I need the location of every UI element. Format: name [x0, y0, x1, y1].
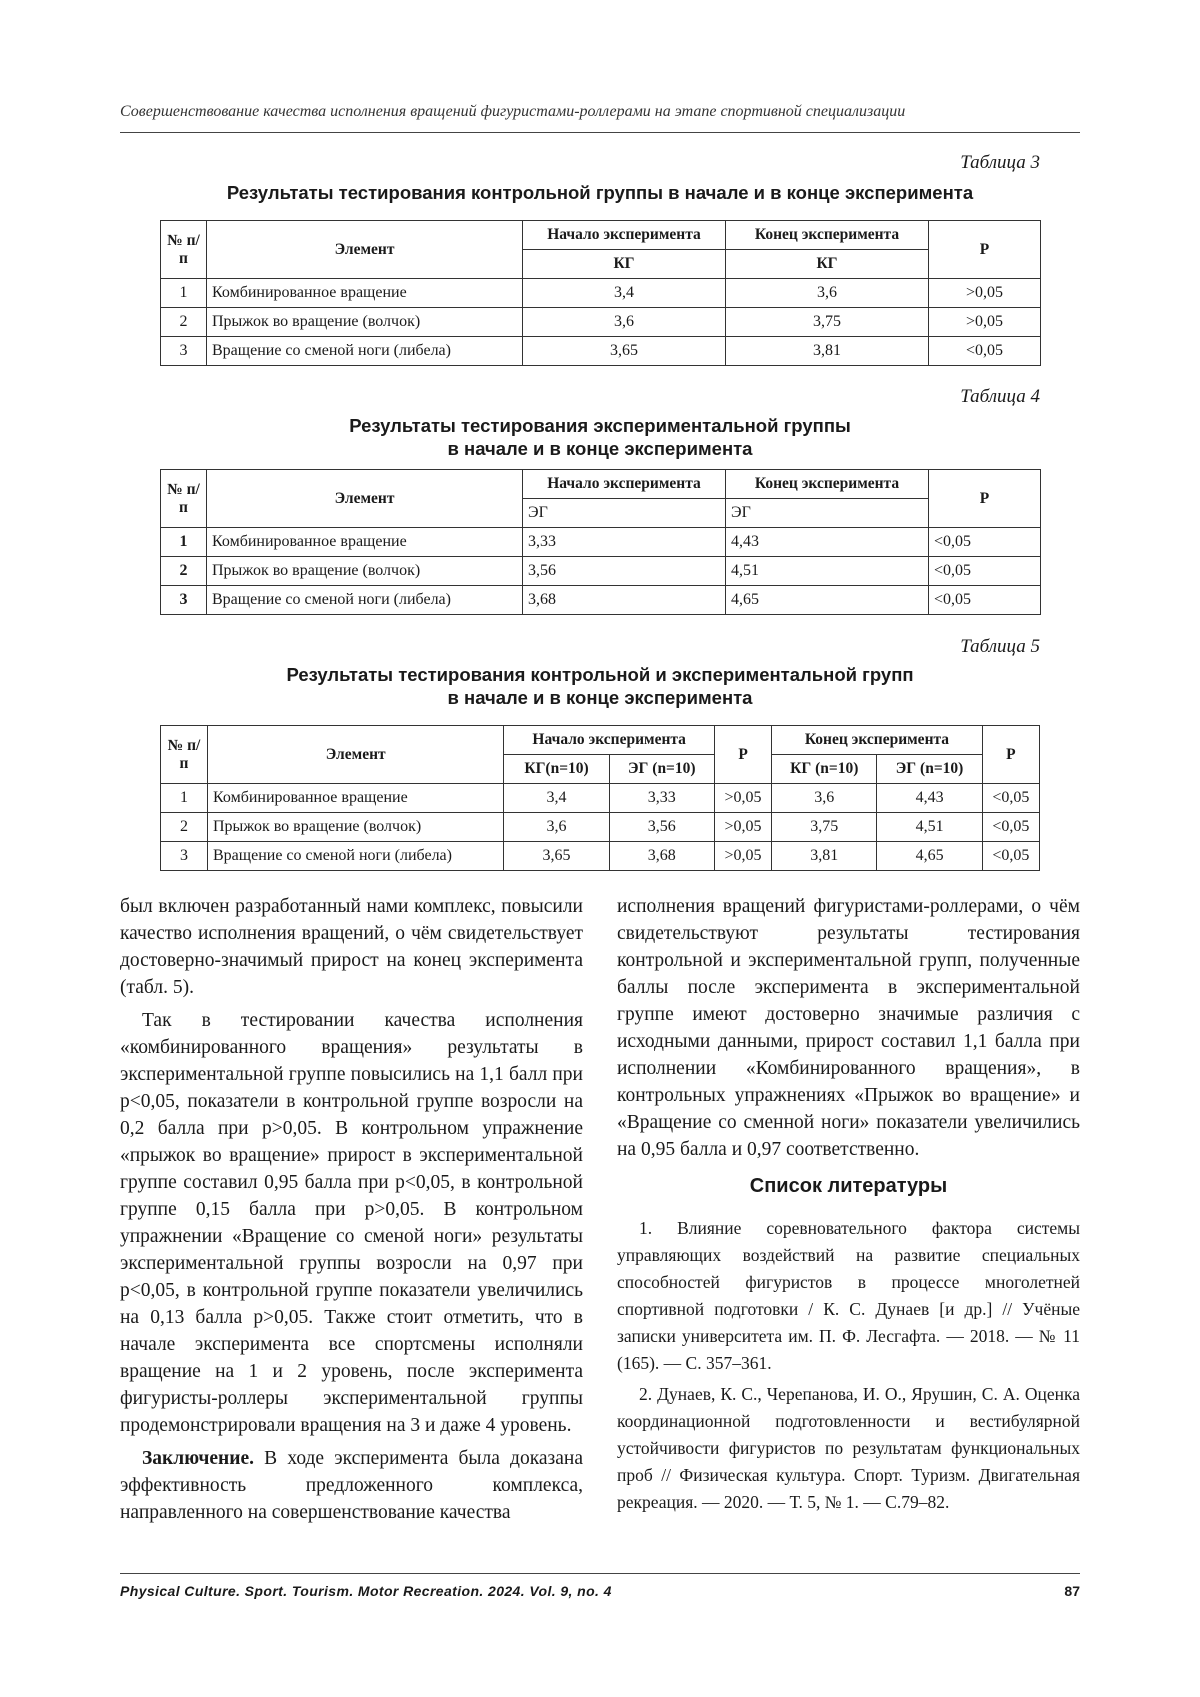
table-row — [161, 337, 1041, 366]
row-num: 2 — [161, 557, 207, 586]
right-column — [617, 893, 1080, 1520]
table4-header-num: № п/п — [161, 470, 207, 528]
table5-title-line2: в начале и в конце эксперимента — [447, 687, 753, 708]
running-head: Совершенствование качества исполнения вращений фигуристами-роллерами на этапе спортивной специализации — [120, 103, 906, 120]
row-eg2: 4,43 — [877, 784, 982, 813]
table-row — [161, 279, 1041, 308]
reference-item: 1. Влияние соревновательного фактора системы управляющих воздействий на развитие специальных способностей фигуристов в процессе многолетней спортивной подготовки / К. С. Дунаев [и др.] // Учёные записки университета им. П. Ф. Лесгафта. — 2018. — № 11 (165). — С. 357–361. — [617, 1218, 1080, 1373]
table-row — [161, 557, 1041, 586]
row-start: 3,56 — [523, 557, 726, 586]
row-num: 1 — [161, 784, 208, 813]
table-row — [161, 842, 1040, 871]
row-p: <0,05 — [929, 557, 1041, 586]
table3-header-start-sub: КГ — [523, 250, 726, 279]
row-element: Вращение со сменой ноги (либела) — [207, 337, 523, 366]
table5-header-num: № п/п — [161, 726, 208, 784]
conclusion-lead: Заключение. — [142, 1448, 255, 1469]
table4-caption: Таблица 4 — [960, 386, 1040, 407]
row-num: 1 — [161, 279, 207, 308]
row-p2: <0,05 — [982, 813, 1039, 842]
table-row — [161, 784, 1040, 813]
row-eg2: 4,65 — [877, 842, 982, 871]
row-end: 3,75 — [726, 308, 929, 337]
table3-header-end-sub: КГ — [726, 250, 929, 279]
row-p1: >0,05 — [714, 813, 771, 842]
table5 — [160, 725, 1040, 871]
table4-title-line1: Результаты тестирования экспериментальной группы — [349, 415, 851, 436]
row-start: 3,6 — [523, 308, 726, 337]
table5-caption: Таблица 5 — [960, 636, 1040, 657]
row-end: 3,81 — [726, 337, 929, 366]
row-kg2: 3,75 — [772, 813, 877, 842]
table-row — [161, 813, 1040, 842]
row-end: 4,51 — [726, 557, 929, 586]
table3 — [160, 220, 1041, 366]
table5-header-kg1: КГ(n=10) — [504, 755, 609, 784]
table4-title-line2: в начале и в конце эксперимента — [447, 438, 753, 459]
table-row — [161, 528, 1041, 557]
table4-header-start-sub: ЭГ — [523, 499, 726, 528]
table-row — [161, 586, 1041, 615]
table5-header-kg2: КГ (n=10) — [772, 755, 877, 784]
table3-caption: Таблица 3 — [960, 152, 1040, 173]
row-p: <0,05 — [929, 586, 1041, 615]
row-start: 3,33 — [523, 528, 726, 557]
row-kg1: 3,6 — [504, 813, 609, 842]
row-element: Прыжок во вращение (волчок) — [207, 308, 523, 337]
left-column — [120, 893, 583, 1532]
bibliography-title: Список литературы — [749, 1175, 948, 1197]
row-num: 2 — [161, 813, 208, 842]
table-row — [161, 308, 1041, 337]
row-element: Комбинированное вращение — [208, 784, 504, 813]
reference-item: 2. Дунаев, К. С., Черепанова, И. О., Ярушин, С. А. Оценка координационной подготовленности и вестибулярной устойчивости фигуристов по результатам функциональных проб // Физическая культура. Спорт. Туризм. Двигательная рекреация. — 2020. — Т. 5, № 1. — С.79–82. — [617, 1384, 1080, 1512]
row-start: 3,4 — [523, 279, 726, 308]
row-num: 3 — [161, 337, 207, 366]
table3-title: Результаты тестирования контрольной группы в начале и в конце эксперимента — [226, 182, 974, 203]
page-number: 87 — [1064, 1583, 1080, 1599]
row-p: >0,05 — [929, 308, 1041, 337]
table5-header-p2: P — [982, 726, 1039, 784]
row-p2: <0,05 — [982, 784, 1039, 813]
row-p: <0,05 — [929, 528, 1041, 557]
row-p: >0,05 — [929, 279, 1041, 308]
table5-header-end: Конец эксперимента — [772, 726, 983, 755]
table4-header-end-sub: ЭГ — [726, 499, 929, 528]
table4-header-p: P — [929, 470, 1041, 528]
table5-header-p1: P — [714, 726, 771, 784]
table5-header-eg1: ЭГ (n=10) — [609, 755, 714, 784]
row-end: 3,6 — [726, 279, 929, 308]
row-eg1: 3,56 — [609, 813, 714, 842]
table4 — [160, 469, 1041, 615]
conclusion-paragraph — [120, 1445, 583, 1526]
row-p1: >0,05 — [714, 784, 771, 813]
row-element: Прыжок во вращение (волчок) — [208, 813, 504, 842]
row-end: 4,65 — [726, 586, 929, 615]
table4-title — [160, 414, 1040, 460]
row-start: 3,65 — [523, 337, 726, 366]
row-kg2: 3,81 — [772, 842, 877, 871]
footer-rule — [120, 1573, 1080, 1574]
table3-header-num: № п/п — [161, 221, 207, 279]
table3-header-element: Элемент — [207, 221, 523, 279]
header-rule — [120, 132, 1080, 133]
table4-header-start: Начало эксперимента — [523, 470, 726, 499]
row-p2: <0,05 — [982, 842, 1039, 871]
table3-header-start: Начало эксперимента — [523, 221, 726, 250]
row-num: 3 — [161, 586, 207, 615]
row-kg1: 3,65 — [504, 842, 609, 871]
footer-journal: Physical Culture. Sport. Tourism. Motor Recreation. 2024. Vol. 9, no. 4 — [120, 1583, 612, 1599]
table3-header-end: Конец эксперимента — [726, 221, 929, 250]
row-eg1: 3,68 — [609, 842, 714, 871]
row-num: 3 — [161, 842, 208, 871]
row-eg1: 3,33 — [609, 784, 714, 813]
table5-header-element: Элемент — [208, 726, 504, 784]
row-element: Вращение со сменой ноги (либела) — [208, 842, 504, 871]
body-paragraph: исполнения вращений фигуристами-роллерами, о чём свидетельствуют результаты тестирования контрольной и экспериментальной групп, полученные баллы после эксперимента в экспериментальной группе имеют достоверно значимые различия с исходными данными, прирост составил 1,1 балла при исполнении «Комбинированного вращения», в контрольных упражнениях «Прыжок во вращение» и «Вращение со сменной ноги» показатели увеличились на 0,95 балла и 0,97 соответственно. — [617, 896, 1080, 1160]
row-eg2: 4,51 — [877, 813, 982, 842]
body-paragraph: Так в тестировании качества исполнения «комбинированного вращения» результаты в экспериментальной группе повысились на 1,1 балл при p<0,05, показатели в контрольной группе возросли на 0,2 балла при p>0,05. В контрольном упражнение «прыжок во вращение» прирост в экспериментальной группе составил 0,95 балла при p<0,05, в контрольной группе 0,15 балла при p>0,05. В контрольном упражнении «Вращение со сменой ноги» результаты экспериментальной группы возросли на 0,97 при p<0,05, в контрольной группе показатели увеличились на 0,13 балла p>0,05. Также стоит отметить, что в начале эксперимента все спортсмены исполняли вращение на 1 и 2 уровень, после эксперимента фигуристы-роллеры экспериментальной группы продемонстрировали вращения на 3 и даже 4 уровень. — [120, 1010, 583, 1436]
table5-header-eg2: ЭГ (n=10) — [877, 755, 982, 784]
row-kg1: 3,4 — [504, 784, 609, 813]
row-element: Комбинированное вращение — [207, 528, 523, 557]
table4-header-element: Элемент — [207, 470, 523, 528]
row-element: Вращение со сменой ноги (либела) — [207, 586, 523, 615]
conclusion-text: В ходе эксперимента была доказана эффективность предложенного комплекса, направленного на совершенствование качества — [120, 1448, 583, 1523]
row-p: <0,05 — [929, 337, 1041, 366]
row-element: Комбинированное вращение — [207, 279, 523, 308]
table3-header-p: P — [929, 221, 1041, 279]
table5-title-line1: Результаты тестирования контрольной и экспериментальной групп — [286, 664, 914, 685]
row-start: 3,68 — [523, 586, 726, 615]
row-element: Прыжок во вращение (волчок) — [207, 557, 523, 586]
bibliography — [617, 1215, 1080, 1516]
table4-header-end: Конец эксперимента — [726, 470, 929, 499]
table5-header-start: Начало эксперимента — [504, 726, 715, 755]
body-paragraph: был включен разработанный нами комплекс, повысили качество исполнения вращений, о чём свидетельствует достоверно-значимый прирост на конец эксперимента (табл. 5). — [120, 896, 583, 998]
row-num: 1 — [161, 528, 207, 557]
row-p1: >0,05 — [714, 842, 771, 871]
row-num: 2 — [161, 308, 207, 337]
table5-title — [160, 663, 1040, 709]
row-kg2: 3,6 — [772, 784, 877, 813]
row-end: 4,43 — [726, 528, 929, 557]
